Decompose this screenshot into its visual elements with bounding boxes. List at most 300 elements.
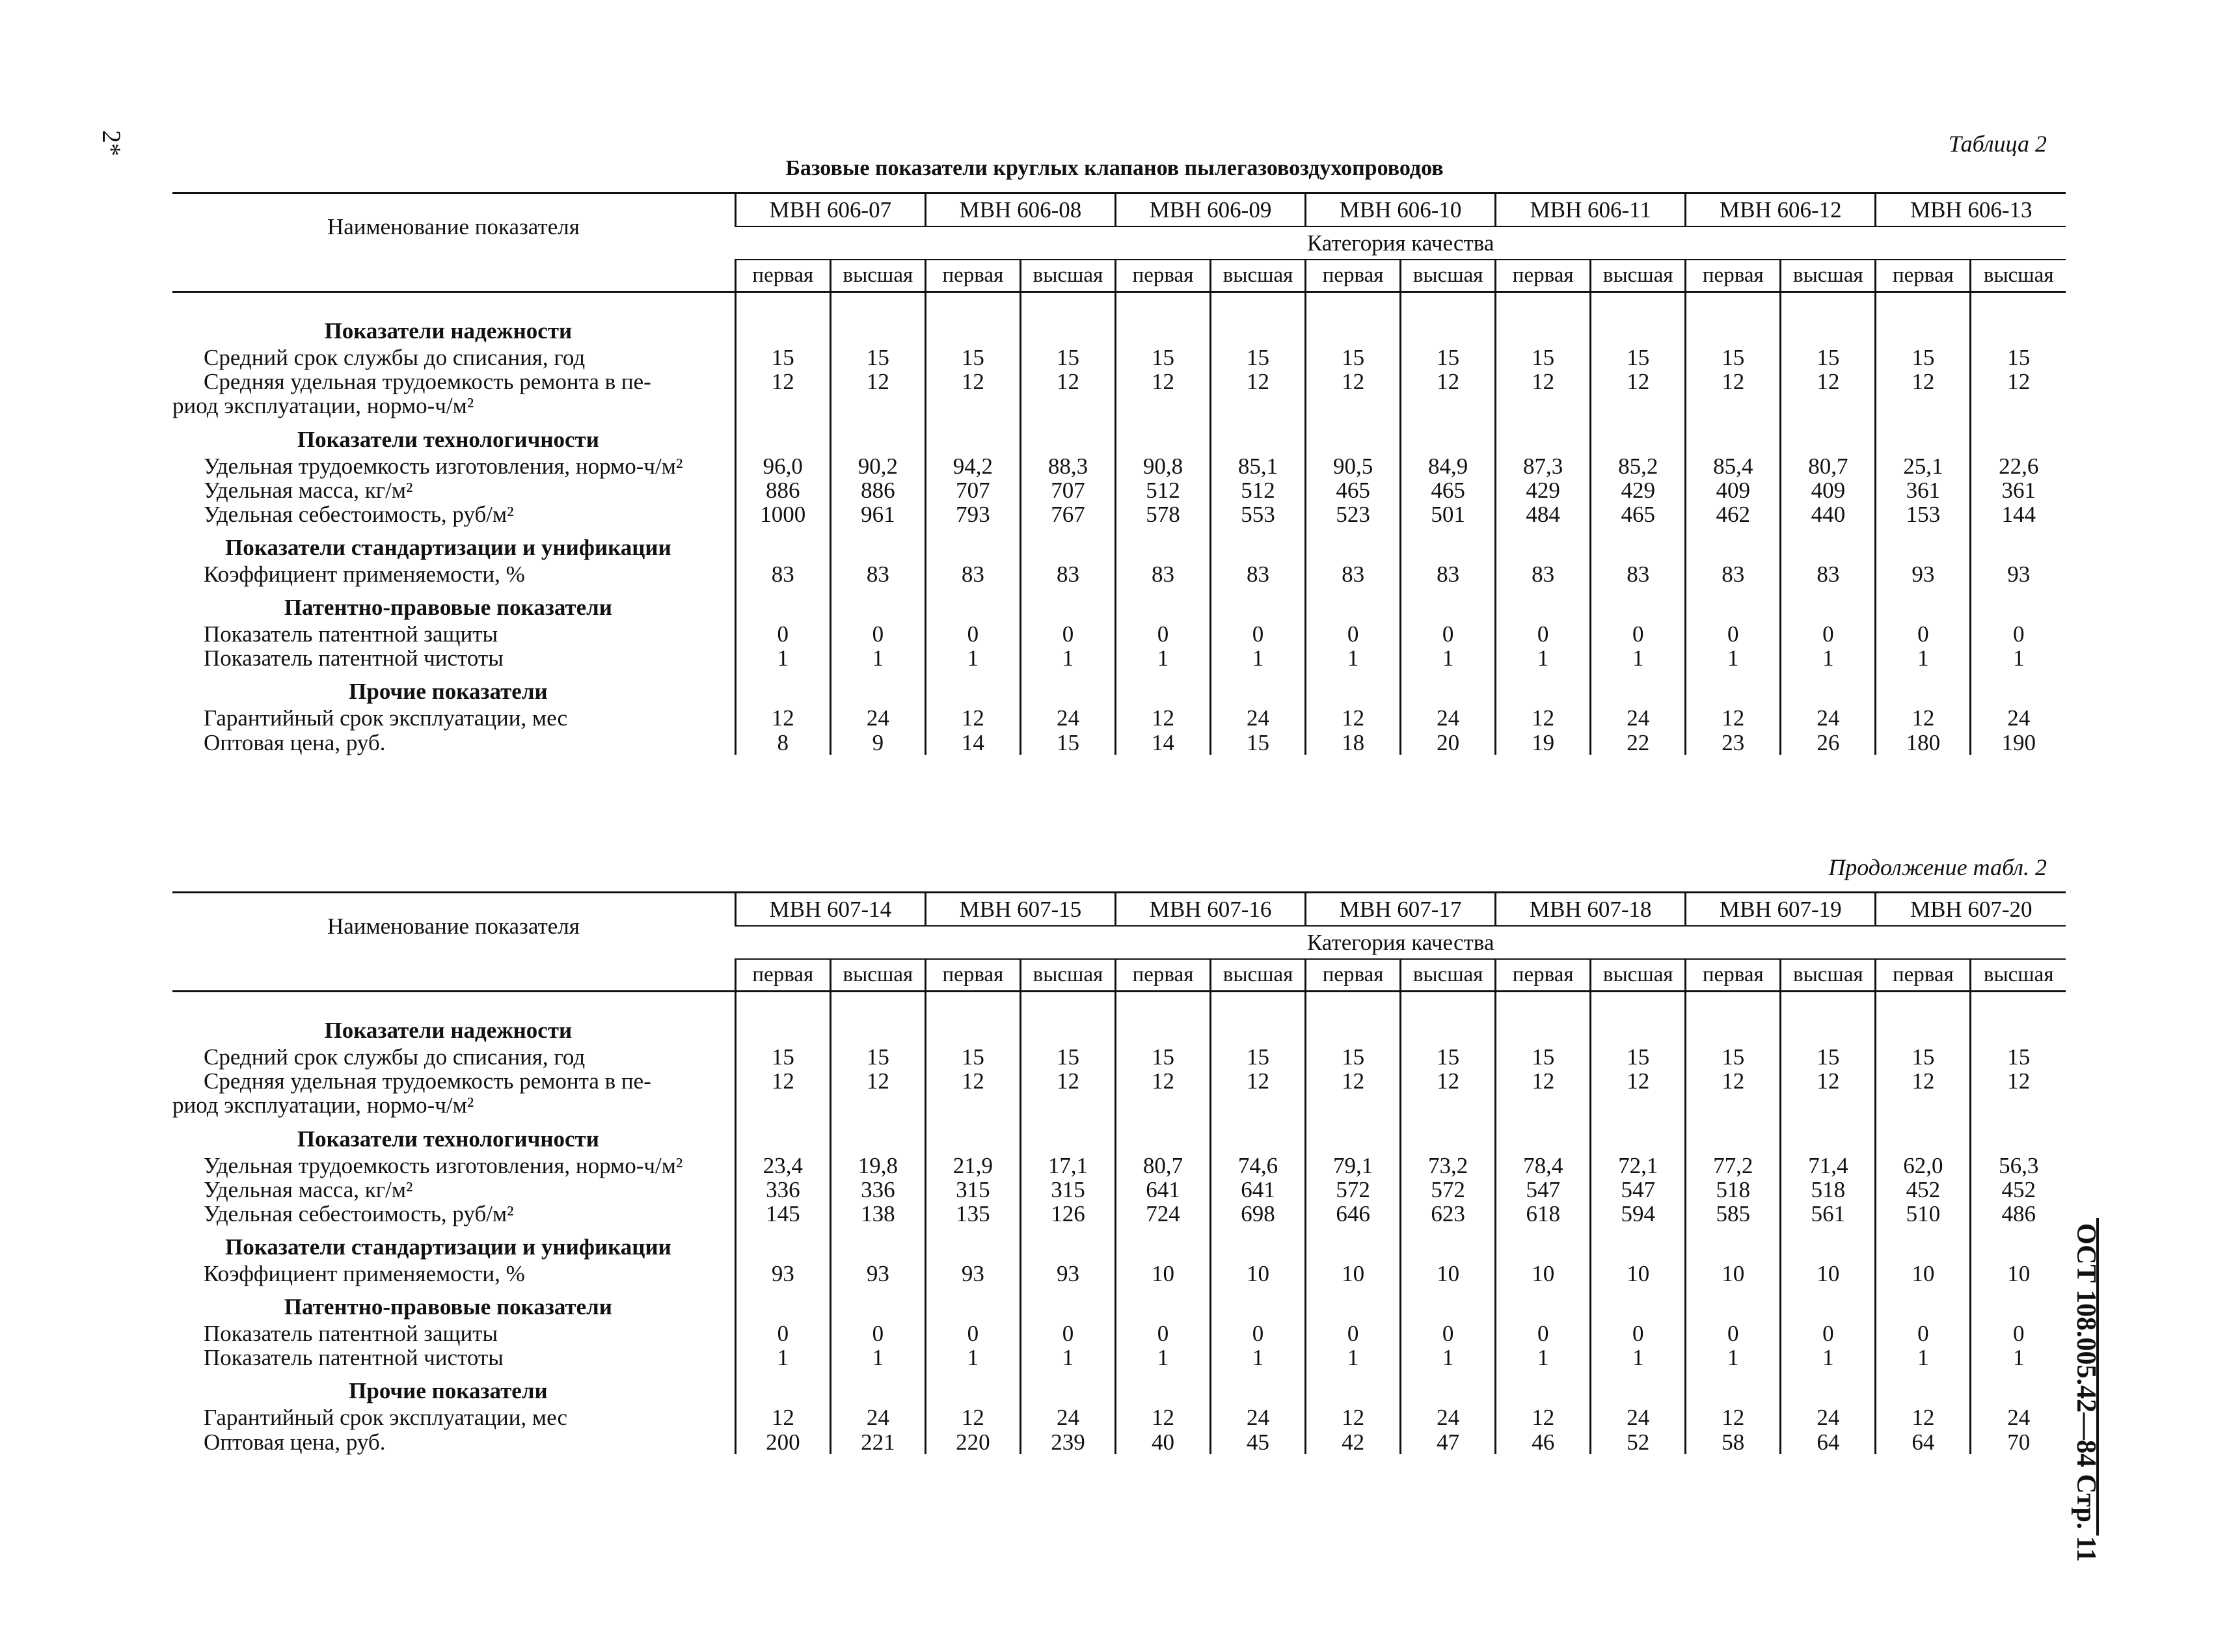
indicator-value: 623 [1401,1202,1496,1226]
indicator-name-line: Гарантийный срок эксплуатации, мес [204,1405,568,1431]
indicator-value: 1 [1971,646,2066,670]
indicator-value: 1 [1686,1346,1781,1370]
model-header: МВН 606-10 [1306,193,1496,227]
indicator-value: 24 [1781,1405,1876,1429]
indicator-value: 21,9 [925,1154,1020,1178]
indicator-value: 315 [925,1178,1020,1202]
indicator-row [172,1045,2066,1069]
section-title: Патентно-правовые показатели [284,595,612,621]
indicator-name [172,478,735,502]
section-row [172,1118,2066,1154]
indicator-value: 126 [1020,1202,1115,1226]
indicator-value: 25,1 [1876,454,1971,478]
grade-header: высшая [1971,959,2066,991]
indicator-value: 1 [1115,1346,1210,1370]
grade-header: высшая [1591,959,1686,991]
section-row [172,670,2066,706]
indicator-row [172,478,2066,502]
indicator-name [172,706,735,730]
indicator-value: 585 [1686,1202,1781,1226]
indicator-value: 12 [1496,1405,1591,1429]
section-row [172,1370,2066,1405]
indicator-value: 73,2 [1401,1154,1496,1178]
indicator-value: 465 [1591,502,1686,526]
indicator-value: 24 [1211,1405,1306,1429]
indicator-value: 361 [1876,478,1971,502]
indicator-value: 24 [1401,706,1496,730]
indicator-value: 94,2 [925,454,1020,478]
indicator-value: 1 [1020,1346,1115,1370]
indicator-value: 0 [735,622,830,646]
indicator-value: 20 [1401,731,1496,755]
indicator-value: 15 [1211,1045,1306,1069]
indicator-value: 12 [1211,1069,1306,1117]
indicator-value: 1 [1781,1346,1876,1370]
indicator-value: 336 [830,1178,925,1202]
indicator-value: 71,4 [1781,1154,1876,1178]
indicator-value: 83 [1020,562,1115,586]
indicator-value: 12 [1211,370,1306,418]
indicator-name-line: Удельная трудоемкость изготовления, нормо-ч/м² [204,1152,683,1178]
name-header: Наименование показателя [172,193,735,260]
indicator-value: 1 [1020,646,1115,670]
indicator-value: 12 [1496,706,1591,730]
indicator-value: 440 [1781,502,1876,526]
indicator-value: 1 [1306,1346,1401,1370]
indicator-value: 80,7 [1115,1154,1210,1178]
indicator-row [172,1178,2066,1202]
section-title: Прочие показатели [349,1378,548,1404]
indicator-value: 12 [925,1069,1020,1117]
model-header: МВН 607-16 [1115,893,1305,927]
indicator-value: 0 [1211,1321,1306,1346]
page-folio: 2* [97,130,126,156]
model-header: МВН 606-09 [1115,193,1305,227]
indicator-value: 12 [735,1069,830,1117]
indicator-row [172,622,2066,646]
indicator-value: 594 [1591,1202,1686,1226]
indicator-name [172,1321,735,1346]
indicator-value: 15 [1971,1045,2066,1069]
indicator-value: 409 [1686,478,1781,502]
indicator-value: 83 [735,562,830,586]
grade-header: высшая [1781,959,1876,991]
indicator-value: 0 [735,1321,830,1346]
grade-header: первая [925,959,1020,991]
indicator-name [172,1045,735,1069]
indicator-value: 190 [1971,731,2066,755]
indicator-name [172,1178,735,1202]
grade-header: первая [1496,260,1591,291]
indicator-value: 62,0 [1876,1154,1971,1178]
grade-header: первая [1115,260,1210,291]
indicator-value: 83 [830,562,925,586]
indicator-value: 12 [830,370,925,418]
indicator-value: 12 [1401,1069,1496,1117]
indicator-value: 12 [1876,370,1971,418]
indicator-value: 23,4 [735,1154,830,1178]
indicator-value: 239 [1020,1430,1115,1454]
indicator-name-line: риод эксплуатации, нормо-ч/м² [172,1092,474,1118]
indicator-row [172,706,2066,730]
indicator-value: 501 [1401,502,1496,526]
indicator-value: 1 [1496,646,1591,670]
grade-header: высшая [1401,959,1496,991]
indicator-value: 40 [1115,1430,1210,1454]
indicator-name-line: Средняя удельная трудоемкость ремонта в пе- [204,369,651,395]
indicator-row [172,646,2066,670]
indicator-value: 15 [1401,1045,1496,1069]
indicator-value: 12 [925,370,1020,418]
indicator-value: 15 [1686,345,1781,370]
model-header: МВН 607-19 [1686,893,1876,927]
section-title: Показатели стандартизации и унификации [225,1234,671,1260]
indicator-value: 572 [1306,1178,1401,1202]
indicator-row [172,1405,2066,1429]
indicator-value: 0 [1971,1321,2066,1346]
model-header: МВН 607-14 [735,893,925,927]
indicator-value: 465 [1306,478,1401,502]
indicator-value: 83 [1211,562,1306,586]
indicator-value: 88,3 [1020,454,1115,478]
indicator-value: 15 [1496,1045,1591,1069]
indicator-value: 1 [1686,646,1781,670]
spacer-row [172,992,2066,1010]
indicator-value: 0 [1115,1321,1210,1346]
section-row [172,418,2066,454]
grade-header: высшая [1591,260,1686,291]
indicator-value: 12 [1306,1405,1401,1429]
indicator-value: 12 [1306,1069,1401,1117]
grade-header: первая [1686,260,1781,291]
indicator-value: 618 [1496,1202,1591,1226]
indicator-value: 0 [1496,1321,1591,1346]
section-title: Показатели надежности [324,1018,573,1044]
indicator-value: 0 [1401,1321,1496,1346]
section-row [172,526,2066,562]
indicator-value: 429 [1496,478,1591,502]
indicator-value: 10 [1781,1262,1876,1286]
indicator-name [172,502,735,526]
indicator-value: 1 [1211,646,1306,670]
indicator-value: 10 [1401,1262,1496,1286]
indicator-value: 1 [1876,646,1971,670]
indicator-value: 0 [1020,622,1115,646]
indicator-value: 0 [1401,622,1496,646]
indicator-value: 15 [1591,1045,1686,1069]
indicator-value: 724 [1115,1202,1210,1226]
model-header: МВН 607-17 [1306,893,1496,927]
section-row [172,1286,2066,1321]
indicator-value: 15 [1020,731,1115,755]
indicator-value: 90,2 [830,454,925,478]
indicator-value: 0 [830,1321,925,1346]
indicator-value: 0 [1591,1321,1686,1346]
grade-header: первая [735,260,830,291]
indicator-value: 64 [1876,1430,1971,1454]
indicator-value: 85,2 [1591,454,1686,478]
indicator-value: 12 [1686,706,1781,730]
indicator-value: 58 [1686,1430,1781,1454]
indicator-value: 12 [1496,370,1591,418]
indicator-value: 1 [1306,646,1401,670]
indicator-row [172,1321,2066,1346]
indicator-value: 452 [1971,1178,2066,1202]
model-header: МВН 606-13 [1876,193,2066,227]
indicator-value: 19 [1496,731,1591,755]
indicator-value: 0 [1876,1321,1971,1346]
indicator-value: 17,1 [1020,1154,1115,1178]
model-header: МВН 606-07 [735,193,925,227]
grade-header: высшая [830,959,925,991]
indicator-name [172,562,735,586]
indicator-value: 1 [925,646,1020,670]
indicator-value: 512 [1115,478,1210,502]
indicator-value: 83 [1686,562,1781,586]
indicator-name-line: Удельная трудоемкость изготовления, нормо-ч/м² [204,453,683,479]
indicator-value: 85,1 [1211,454,1306,478]
indicator-value: 10 [1496,1262,1591,1286]
grade-header: первая [1115,959,1210,991]
grade-header: первая [1686,959,1781,991]
indicator-value: 145 [735,1202,830,1226]
indicator-name-line: Оптовая цена, руб. [204,729,386,755]
indicator-value: 646 [1306,1202,1401,1226]
grade-header: высшая [1781,260,1876,291]
spacer-row [172,292,2066,310]
section-row [172,586,2066,622]
indicator-value: 22 [1591,731,1686,755]
indicator-value: 153 [1876,502,1971,526]
indicator-value: 12 [1115,706,1210,730]
indicator-value: 1000 [735,502,830,526]
indicator-value: 10 [1686,1262,1781,1286]
indicator-value: 1 [735,646,830,670]
indicator-name [172,1262,735,1286]
section-title: Показатели технологичности [297,426,599,452]
section-row [172,310,2066,345]
indicator-name [172,345,735,370]
indicator-row [172,1430,2066,1454]
indicator-value: 15 [1781,1045,1876,1069]
indicator-value: 79,1 [1306,1154,1401,1178]
indicator-row [172,370,2066,418]
indicator-name [172,1346,735,1370]
indicator-value: 24 [1591,706,1686,730]
indicator-value: 12 [1876,706,1971,730]
indicator-value: 10 [1591,1262,1686,1286]
grade-header: первая [1876,959,1971,991]
indicator-value: 409 [1781,478,1876,502]
grade-header: высшая [1020,959,1115,991]
indicator-name [172,1202,735,1226]
indicator-value: 561 [1781,1202,1876,1226]
indicator-name [172,622,735,646]
indicator-value: 12 [1496,1069,1591,1117]
indicator-row [172,1346,2066,1370]
indicator-value: 180 [1876,731,1971,755]
indicator-value: 47 [1401,1430,1496,1454]
indicator-value: 15 [1686,1045,1781,1069]
indicator-value: 24 [1211,706,1306,730]
indicator-name [172,1069,735,1117]
name-header-spacer [172,260,735,291]
name-header-spacer [172,959,735,991]
indicator-value: 10 [1211,1262,1306,1286]
indicator-value: 12 [1971,370,2066,418]
indicator-value: 15 [1020,345,1115,370]
table-title: Базовые показатели круглых клапанов пылегазовоздухопроводов [785,156,1444,180]
grade-header: первая [735,959,830,991]
indicator-value: 0 [1496,622,1591,646]
indicator-value: 12 [1876,1405,1971,1429]
grade-header: высшая [1971,260,2066,291]
indicator-value: 15 [1781,345,1876,370]
indicator-value: 1 [1971,1346,2066,1370]
indicator-value: 72,1 [1591,1154,1686,1178]
indicator-value: 90,5 [1306,454,1401,478]
indicator-value: 42 [1306,1430,1401,1454]
indicator-value: 93 [830,1262,925,1286]
continuation-label: Продолжение табл. 2 [1828,854,2047,880]
indicator-value: 1 [925,1346,1020,1370]
header-grade-row [172,260,2066,291]
indicator-value: 452 [1876,1178,1971,1202]
indicator-value: 547 [1496,1178,1591,1202]
indicator-value: 484 [1496,502,1591,526]
indicator-value: 74,6 [1211,1154,1306,1178]
indicator-value: 15 [1211,731,1306,755]
indicator-value: 767 [1020,502,1115,526]
indicator-value: 23 [1686,731,1781,755]
indicator-value: 96,0 [735,454,830,478]
indicator-value: 572 [1401,1178,1496,1202]
header-grade-row [172,959,2066,991]
indicator-name-line: Удельная масса, кг/м² [204,477,413,503]
indicator-value: 12 [830,1069,925,1117]
indicator-value: 1 [1401,1346,1496,1370]
indicator-value: 24 [1591,1405,1686,1429]
indicator-value: 12 [735,706,830,730]
indicator-value: 93 [925,1262,1020,1286]
indicator-value: 486 [1971,1202,2066,1226]
section-title: Прочие показатели [349,679,548,705]
indicator-value: 1 [1211,1346,1306,1370]
indicator-value: 12 [735,370,830,418]
section-title: Показатели технологичности [297,1126,599,1152]
indicator-value: 15 [1496,345,1591,370]
indicator-value: 0 [1306,1321,1401,1346]
indicator-name-line: Показатель патентной защиты [204,621,498,647]
grade-header: высшая [1401,260,1496,291]
indicator-value: 12 [1306,706,1401,730]
indicator-value: 46 [1496,1430,1591,1454]
indicator-value: 12 [1306,370,1401,418]
indicator-name [172,1430,735,1454]
indicator-value: 83 [925,562,1020,586]
indicator-name [172,370,735,418]
indicator-value: 15 [1211,345,1306,370]
indicator-value: 12 [1591,1069,1686,1117]
indicator-value: 12 [1686,1405,1781,1429]
indicator-value: 15 [1306,1045,1401,1069]
indicator-value: 24 [1971,1405,2066,1429]
indicator-value: 886 [830,478,925,502]
indicator-value: 12 [1686,1069,1781,1117]
model-header: МВН 606-08 [925,193,1115,227]
indicator-value: 15 [830,345,925,370]
indicator-value: 12 [1115,370,1210,418]
indicator-value: 14 [1115,731,1210,755]
grade-header: первая [925,260,1020,291]
indicator-value: 1 [1496,1346,1591,1370]
indicator-value: 12 [1401,370,1496,418]
indicator-value: 1 [1591,646,1686,670]
indicators-table-1 [172,192,2066,755]
indicator-value: 10 [1306,1262,1401,1286]
indicator-value: 12 [1115,1069,1210,1117]
indicator-value: 15 [925,1045,1020,1069]
indicator-name-line: Оптовая цена, руб. [204,1429,386,1455]
indicator-value: 22,6 [1971,454,2066,478]
model-header: МВН 607-18 [1496,893,1686,927]
indicator-value: 1 [1781,646,1876,670]
indicator-value: 15 [1401,345,1496,370]
indicator-value: 0 [1781,1321,1876,1346]
indicator-value: 12 [1020,1069,1115,1117]
section-row [172,1226,2066,1262]
indicator-value: 18 [1306,731,1401,755]
category-header: Категория качества [735,226,2066,260]
indicator-value: 93 [1876,562,1971,586]
indicator-value: 93 [1020,1262,1115,1286]
indicator-value: 0 [1211,622,1306,646]
indicator-value: 0 [1781,622,1876,646]
indicator-value: 0 [830,622,925,646]
indicator-value: 24 [1781,706,1876,730]
indicator-row [172,562,2066,586]
indicator-value: 83 [1306,562,1401,586]
indicator-name [172,646,735,670]
section-title: Показатели надежности [324,318,573,344]
indicator-value: 10 [1971,1262,2066,1286]
indicator-value: 12 [1781,1069,1876,1117]
indicator-value: 15 [1115,345,1210,370]
indicator-value: 9 [830,731,925,755]
indicator-value: 0 [1876,622,1971,646]
grade-header: высшая [1211,959,1306,991]
indicator-value: 641 [1211,1178,1306,1202]
indicator-name-line: Удельная себестоимость, руб/м² [204,501,514,527]
indicator-value: 793 [925,502,1020,526]
indicator-value: 1 [1115,646,1210,670]
indicator-value: 64 [1781,1430,1876,1454]
section-title: Показатели стандартизации и унификации [225,534,671,560]
indicator-value: 200 [735,1430,830,1454]
indicator-value: 510 [1876,1202,1971,1226]
indicator-name-line: Показатель патентной чистоты [204,1345,504,1371]
indicator-value: 15 [1591,345,1686,370]
grade-header: первая [1306,959,1401,991]
indicator-value: 87,3 [1496,454,1591,478]
indicator-value: 1 [830,646,925,670]
indicator-value: 961 [830,502,925,526]
indicator-value: 886 [735,478,830,502]
indicator-value: 523 [1306,502,1401,526]
name-header: Наименование показателя [172,893,735,960]
indicator-name-line: Показатель патентной чистоты [204,645,504,671]
model-header: МВН 607-20 [1876,893,2066,927]
